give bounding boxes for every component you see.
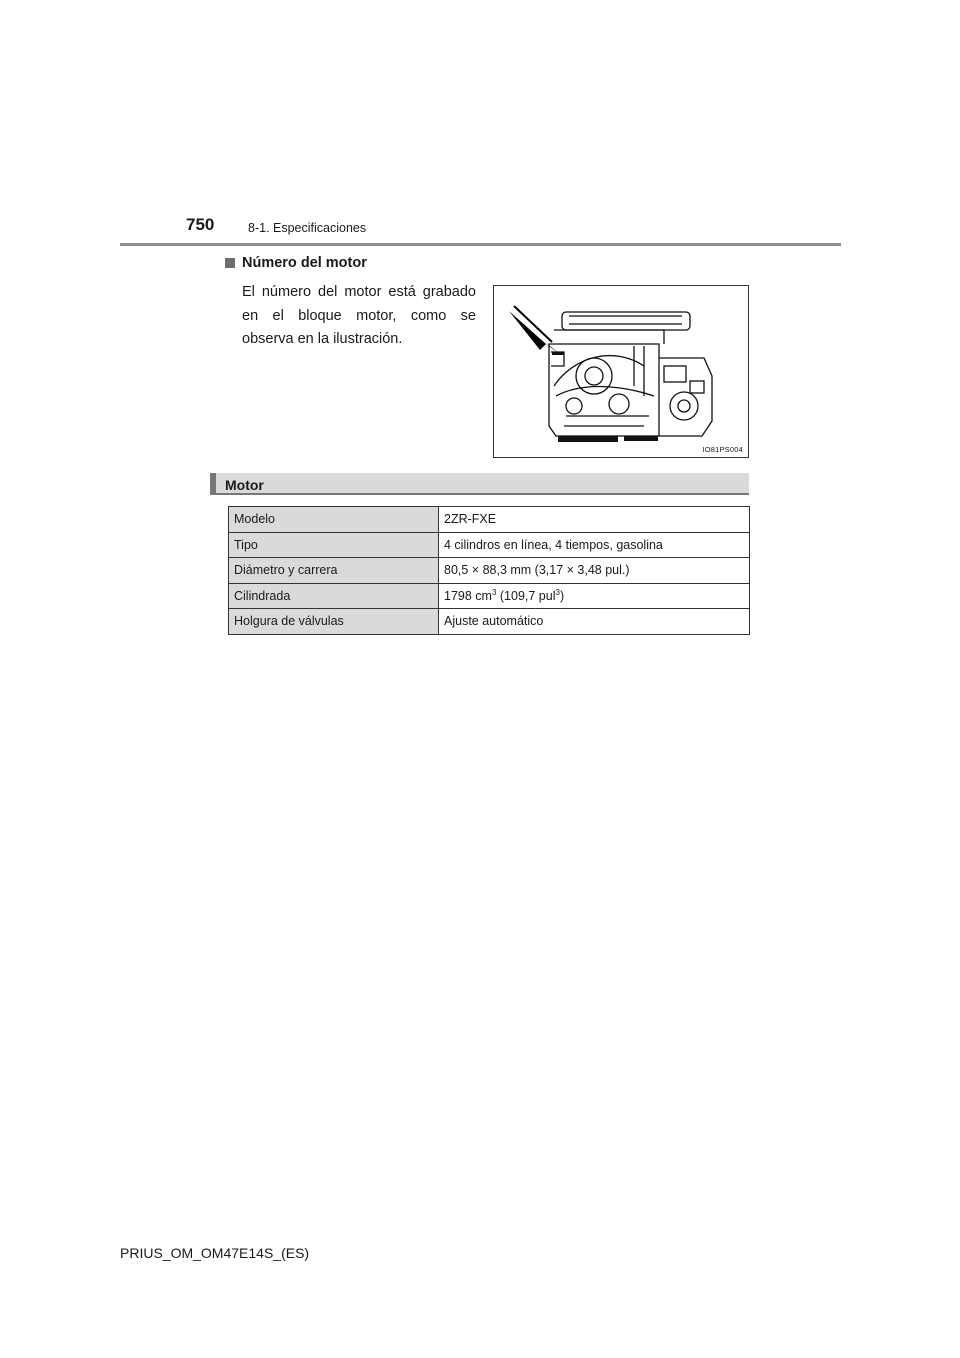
superscript: 3 [491,587,497,597]
header-rule [120,243,841,246]
table-row [229,532,750,558]
page-number: 750 [186,215,215,234]
motor-section-bar [210,473,749,495]
spec-value-part: 1798 cm [444,588,492,603]
engine-drawing-icon [494,286,748,457]
engine-number-description: El número del motor está grabado en el bloque motor, como se observa en la ilustración. [242,284,476,347]
table-row [229,583,750,609]
spec-label: Modelo [229,507,439,533]
spec-value [439,583,750,609]
motor-section-title: Motor [225,477,264,493]
table-row [229,507,750,533]
engine-number-heading-text: Número del motor [242,255,367,271]
table-row [229,609,750,635]
section-reference: 8-1. Especificaciones [248,221,367,235]
figure-code: IO81PS004 [702,445,743,454]
spec-label: Tipo [229,532,439,558]
spec-value: 80,5 × 88,3 mm (3,17 × 3,48 pul.) [439,558,750,584]
spec-label: Cilindrada [229,583,439,609]
square-bullet-icon [225,258,235,268]
spec-label: Diámetro y carrera [229,558,439,584]
spec-value: 2ZR-FXE [439,507,750,533]
engine-illustration [493,285,749,458]
superscript: 3 [555,587,560,597]
spec-value-part: (109,7 pul [496,588,556,603]
engine-number-heading [225,255,367,271]
spec-value: 4 cilindros en línea, 4 tiempos, gasolina [439,532,750,558]
motor-spec-table [228,506,750,635]
spec-value: Ajuste automático [439,609,750,635]
table-row [229,558,750,584]
spec-value-part: ) [559,588,565,603]
spec-label: Holgura de válvulas [229,609,439,635]
footer-doc-code: PRIUS_OM_OM47E14S_(ES) [120,1245,310,1261]
